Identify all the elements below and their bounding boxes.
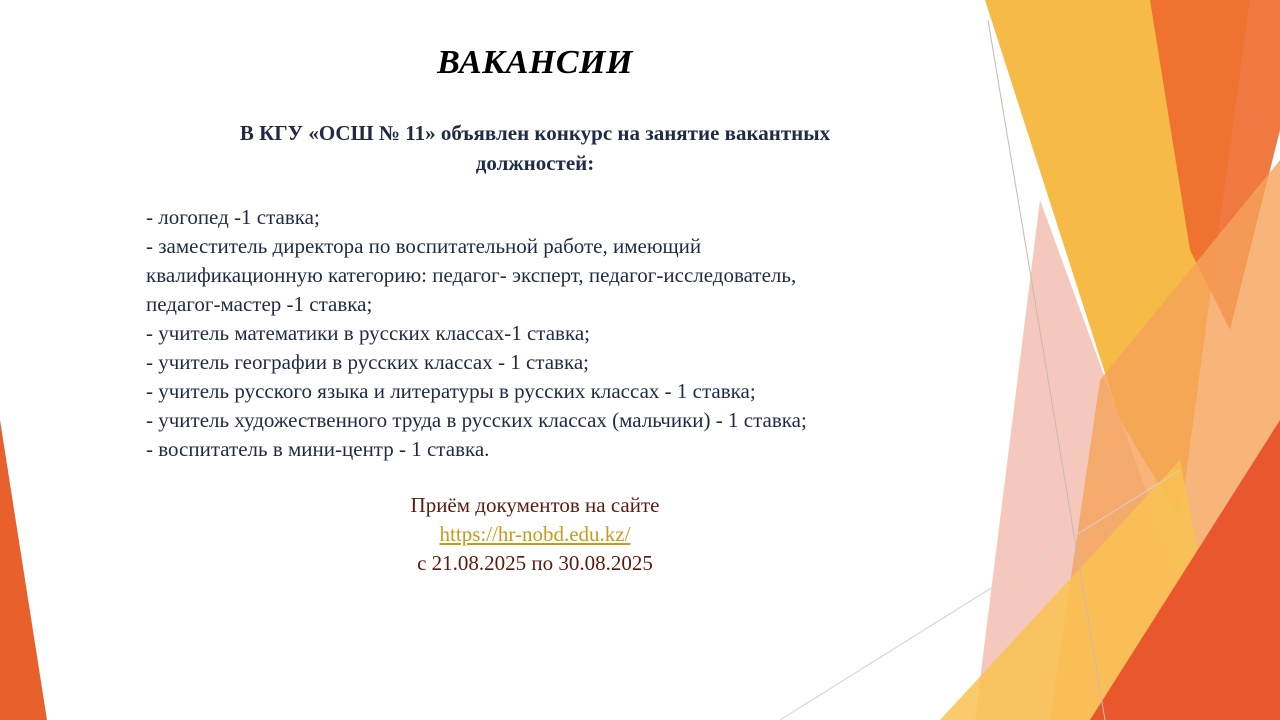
intro-line-1: В КГУ «ОСШ № 11» объявлен конкурс на занятие вакантных xyxy=(239,121,831,145)
page-title: ВАКАНСИИ xyxy=(437,44,633,81)
vacancy-list xyxy=(146,203,936,464)
list-item: - заместитель директора по воспитательной работе, имеющий xyxy=(146,234,702,258)
list-item: - учитель математики в русских классах-1 ставка; xyxy=(146,321,591,345)
list-item: - воспитатель в мини-центр - 1 ставка. xyxy=(146,437,490,461)
intro-line-2: должностей: xyxy=(475,151,595,175)
list-item: - учитель географии в русских классах - 1 ставка; xyxy=(146,350,589,374)
documents-link[interactable]: https://hr-nobd.edu.kz/ xyxy=(439,522,631,546)
documents-block xyxy=(150,491,920,578)
list-item: квалификационную категорию: педагог- эксперт, педагог-исследователь, xyxy=(146,263,797,287)
documents-dates: с 21.08.2025 по 30.08.2025 xyxy=(417,551,653,575)
intro-text xyxy=(150,118,920,178)
documents-label: Приём документов на сайте xyxy=(410,493,660,517)
list-item: - учитель русского языка и литературы в русских классах - 1 ставка; xyxy=(146,379,756,403)
left-orange-shape xyxy=(0,420,47,720)
list-item: - логопед -1 ставка; xyxy=(146,205,320,229)
list-item: педагог-мастер -1 ставка; xyxy=(146,292,373,316)
list-item: - учитель художественного труда в русских классах (мальчики) - 1 ставка; xyxy=(146,408,807,432)
